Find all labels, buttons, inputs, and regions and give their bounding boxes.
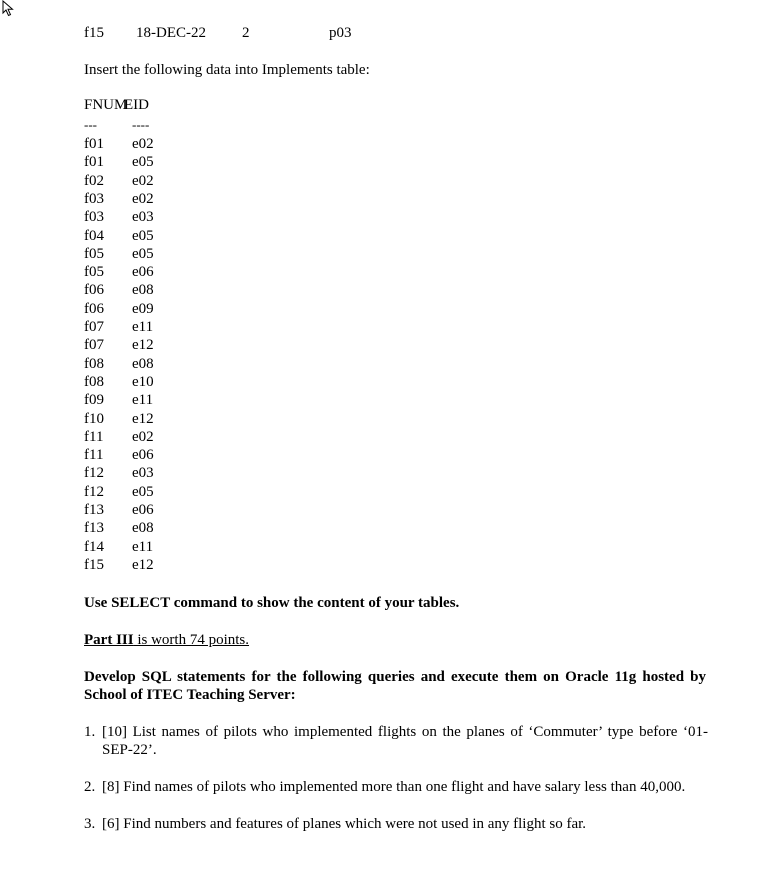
- table-row: [0, 281, 154, 299]
- part-points-line: [84, 631, 249, 649]
- cell-fnum: f01: [84, 136, 104, 152]
- table-row: [0, 153, 154, 171]
- cell-eid: e08: [132, 355, 154, 372]
- prev-row-date: 18-DEC-22: [136, 25, 206, 41]
- table-row: [0, 373, 154, 391]
- query-number: 2.: [84, 779, 96, 795]
- cell-fnum: f07: [84, 337, 104, 354]
- cell-fnum: f11: [84, 447, 104, 464]
- cell-fnum: f08: [84, 355, 104, 372]
- query-number: 3.: [84, 816, 96, 832]
- table-row: [0, 519, 154, 537]
- query-item-2: [84, 778, 734, 796]
- cell-eid: e08: [132, 520, 154, 537]
- cell-fnum: f03: [84, 190, 104, 207]
- cell-fnum: f03: [84, 209, 104, 226]
- cell-eid: e06: [132, 447, 154, 464]
- query-item-3: [84, 815, 734, 833]
- table-row: [0, 410, 154, 428]
- separator-fnum: ---: [84, 117, 97, 132]
- cell-eid: e12: [132, 556, 154, 573]
- table-row: [0, 483, 154, 501]
- separator-eid: ----: [132, 117, 150, 132]
- cell-eid: e06: [132, 502, 154, 518]
- cell-fnum: f12: [84, 465, 104, 482]
- table-row: [0, 501, 154, 519]
- cell-eid: e02: [132, 172, 154, 189]
- cell-fnum: f12: [84, 483, 104, 500]
- cell-eid: e11: [132, 392, 154, 409]
- part-label: Part III: [84, 632, 134, 648]
- table-row: [0, 355, 154, 373]
- cell-fnum: f11: [84, 428, 104, 445]
- cell-eid: e11: [132, 538, 154, 555]
- table-row: [0, 245, 154, 263]
- table-row: [0, 135, 154, 153]
- prev-row-plane: p03: [329, 25, 352, 41]
- table-row: [0, 464, 154, 482]
- cell-eid: e02: [132, 428, 154, 445]
- query-text: [6] Find numbers and features of planes which were not used in any flight so far.: [102, 816, 587, 832]
- develop-instruction: Develop SQL statements for the following queries and execute them on Oracle 11g hosted by School of ITEC Teaching Server:: [84, 669, 706, 703]
- cell-fnum: f06: [84, 300, 104, 317]
- cell-eid: e02: [132, 136, 154, 152]
- cell-eid: e09: [132, 300, 154, 317]
- cell-eid: e03: [132, 209, 154, 226]
- cell-eid: e11: [132, 319, 154, 335]
- cell-fnum: f07: [84, 319, 104, 335]
- cell-fnum: f01: [84, 154, 104, 171]
- table-row: [0, 263, 154, 281]
- insert-instruction: Insert the following data into Implements table:: [84, 62, 370, 78]
- select-instruction: Use SELECT command to show the content of your tables.: [84, 595, 460, 611]
- implements-table: [0, 96, 200, 576]
- cell-fnum: f02: [84, 172, 104, 189]
- cell-fnum: f10: [84, 410, 104, 427]
- table-row: [0, 538, 154, 556]
- cell-fnum: f09: [84, 392, 104, 409]
- table-row: [0, 172, 154, 190]
- table-row: [0, 428, 154, 446]
- prev-row-fnum: f15: [84, 25, 104, 41]
- cell-eid: e05: [132, 227, 154, 244]
- mouse-cursor-icon: [2, 0, 18, 18]
- cell-fnum: f06: [84, 282, 104, 299]
- cell-eid: e05: [132, 245, 154, 262]
- cell-eid: e05: [132, 154, 154, 171]
- cell-fnum: f08: [84, 373, 104, 390]
- table-row: [0, 190, 154, 208]
- cell-fnum: f05: [84, 245, 104, 262]
- cell-eid: e03: [132, 465, 154, 482]
- header-eid: EID: [124, 97, 149, 113]
- table-row: [0, 227, 154, 245]
- cell-eid: e06: [132, 264, 154, 281]
- cell-fnum: f05: [84, 264, 104, 281]
- cell-fnum: f04: [84, 227, 104, 244]
- query-text: [10] List names of pilots who implemented flights on the planes of ‘Commuter’ type before ‘01-SEP-22’.: [102, 724, 708, 758]
- table-row: [0, 446, 154, 464]
- cell-fnum: f13: [84, 520, 104, 537]
- cell-eid: e05: [132, 483, 154, 500]
- table-row: [0, 300, 154, 318]
- cell-eid: e10: [132, 373, 154, 390]
- cell-eid: e12: [132, 337, 154, 354]
- cell-fnum: f15: [84, 556, 104, 573]
- query-text: [8] Find names of pilots who implemented more than one flight and have salary less than 40,000.: [102, 779, 686, 795]
- part-points: is worth 74 points.: [133, 632, 250, 648]
- table-row: [0, 318, 154, 336]
- table-row: [0, 208, 154, 226]
- cell-fnum: f14: [84, 538, 104, 555]
- table-row: [0, 391, 154, 409]
- cell-eid: e08: [132, 282, 154, 299]
- cell-fnum: f13: [84, 502, 104, 518]
- cell-eid: e02: [132, 190, 154, 207]
- table-row: [0, 336, 154, 354]
- cell-eid: e12: [132, 410, 154, 427]
- previous-table-last-row: [0, 24, 400, 42]
- table-row: [0, 556, 154, 574]
- prev-row-count: 2: [242, 25, 250, 41]
- query-item-1: [84, 723, 708, 759]
- query-number: 1.: [84, 724, 96, 740]
- header-fnum: FNUM: [84, 97, 128, 113]
